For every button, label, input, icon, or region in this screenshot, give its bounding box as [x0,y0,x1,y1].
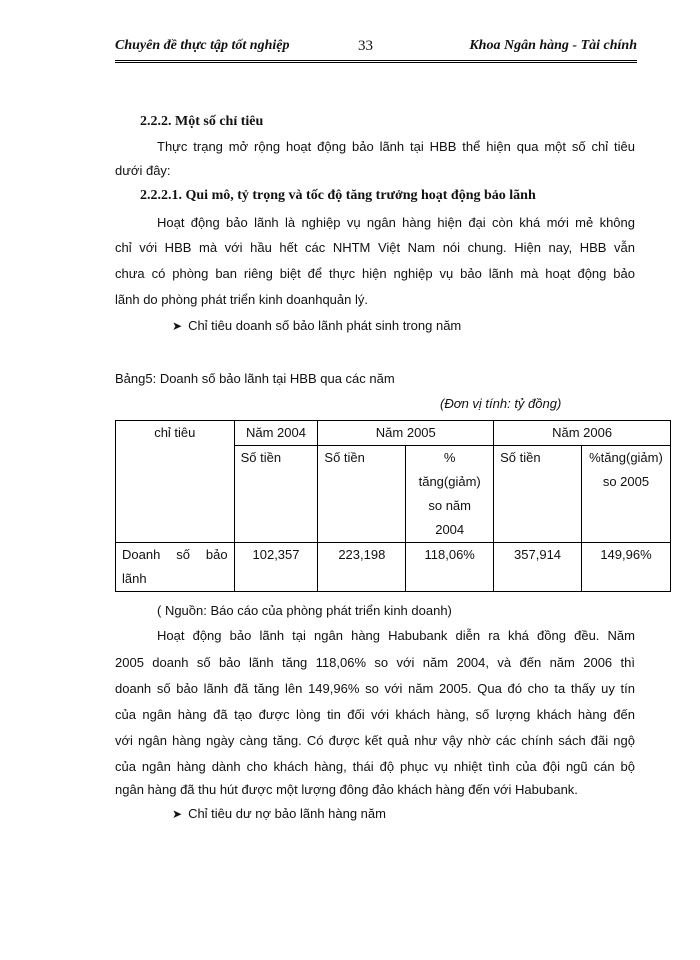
subheader-amount-2006: Số tiền [494,446,582,543]
pct-2005-line: 2004 [435,522,465,537]
pct-2005-line: % [443,450,456,465]
para2-line-7: ngân hàng đã thu hút được một lượng đông đảo khách hàng đến với Habubank. [115,782,578,797]
intro-line-1: Thực trạng mở rộng hoạt động bảo lãnh tại HBB thể hiện qua một số chỉ tiêu [157,139,635,154]
subheader-amount-2004: Số tiền [234,446,318,543]
bullet-doanh-so [172,318,692,334]
value-2004: 102,357 [234,543,318,592]
value-2005: 223,198 [318,543,406,592]
page-header [115,38,637,60]
pct-2006-line: %tăng(giảm) [589,450,663,465]
pct-2005-line: tăng(giảm) [418,474,481,489]
table-source: ( Nguồn: Báo cáo của phòng phát triển kinh doanh) [157,603,452,618]
bullet-du-no [172,806,692,822]
para2-line-2: 2005 doanh số bảo lãnh tăng 118,06% so với năm 2004, và đến năm 2006 thì [115,655,635,670]
subheader-amount-2005: Số tiền [318,446,406,543]
header-rule [115,60,637,63]
subsection-title: 2.2.2.1. Qui mô, tỷ trọng và tốc độ tăng trưởng hoạt động bảo lãnh [140,188,536,203]
header-cell-2004: Năm 2004 [234,421,318,446]
para1-line-4: lãnh do phòng phát triển kinh doanhquản lý. [115,292,368,307]
para2-line-1: Hoạt động bảo lãnh tại ngân hàng Habubank diễn ra khá đồng đều. Năm [157,628,635,643]
table-unit: (Đơn vị tính: tỷ đồng) [440,396,562,411]
pct-value-2005: 118,06% [406,543,494,592]
header-right-title: Khoa Ngân hàng - Tài chính [469,38,637,53]
page-number: 33 [358,38,373,54]
section-title: 2.2.2. Một số chỉ tiêu [140,114,264,129]
header-cell-indicator: chỉ tiêu [116,421,235,543]
para2-line-3: doanh số bảo lãnh đã tăng lên 149,96% so với năm 2005. Qua đó cho ta thấy uy tín [115,681,635,696]
para1-line-3: chưa có phòng ban riêng biệt để thực hiện nghiệp vụ bảo lãnh mà hoạt động bảo [115,266,635,281]
pct-value-2006: 149,96% [581,543,670,592]
para2-line-6: của ngân hàng dành cho khách hàng, thái độ phục vụ nhiệt tình của đội ngũ cán bộ [115,759,635,774]
row-label-line: Doanh số bảo [122,547,228,562]
para2-line-5: với ngân hàng ngày càng tăng. Có được kết quả như vậy nhờ các chính sách đãi ngộ [115,733,635,748]
para1-line-1: Hoạt động bảo lãnh là nghiệp vụ ngân hàng hiện đại còn khá mới mẻ không [157,215,635,230]
header-cell-2005: Năm 2005 [318,421,494,446]
arrow-bullet-icon: ➤ [172,319,183,333]
bullet-text: Chỉ tiêu doanh số bảo lãnh phát sinh trong năm [188,318,462,333]
header-left-title: Chuyên đề thực tập tốt nghiệp [115,38,290,53]
subheader-pct-2005 [406,446,494,543]
intro-line-2: dưới đây: [115,163,171,178]
value-2006: 357,914 [494,543,582,592]
guarantee-sales-table [115,420,671,592]
pct-2006-line: so 2005 [602,474,650,489]
para2-line-4: của ngân hàng đã tạo được lòng tin đối với khách hàng, số lượng khách hàng đến [115,707,635,722]
bullet-text: Chỉ tiêu dư nợ bảo lãnh hàng năm [188,806,386,821]
row-label-line: lãnh [122,571,147,586]
pct-2005-line: so năm [428,498,471,513]
table-caption: Bảng5: Doanh số bảo lãnh tại HBB qua các năm [115,371,395,386]
subheader-pct-2006 [581,446,670,543]
row-label-doanh-so [116,543,235,592]
para1-line-2: chỉ với HBB mà với hầu hết các NHTM Việt Nam nói chung. Hiện nay, HBB vẫn [115,240,635,255]
header-cell-2006: Năm 2006 [494,421,671,446]
arrow-bullet-icon: ➤ [172,807,183,821]
